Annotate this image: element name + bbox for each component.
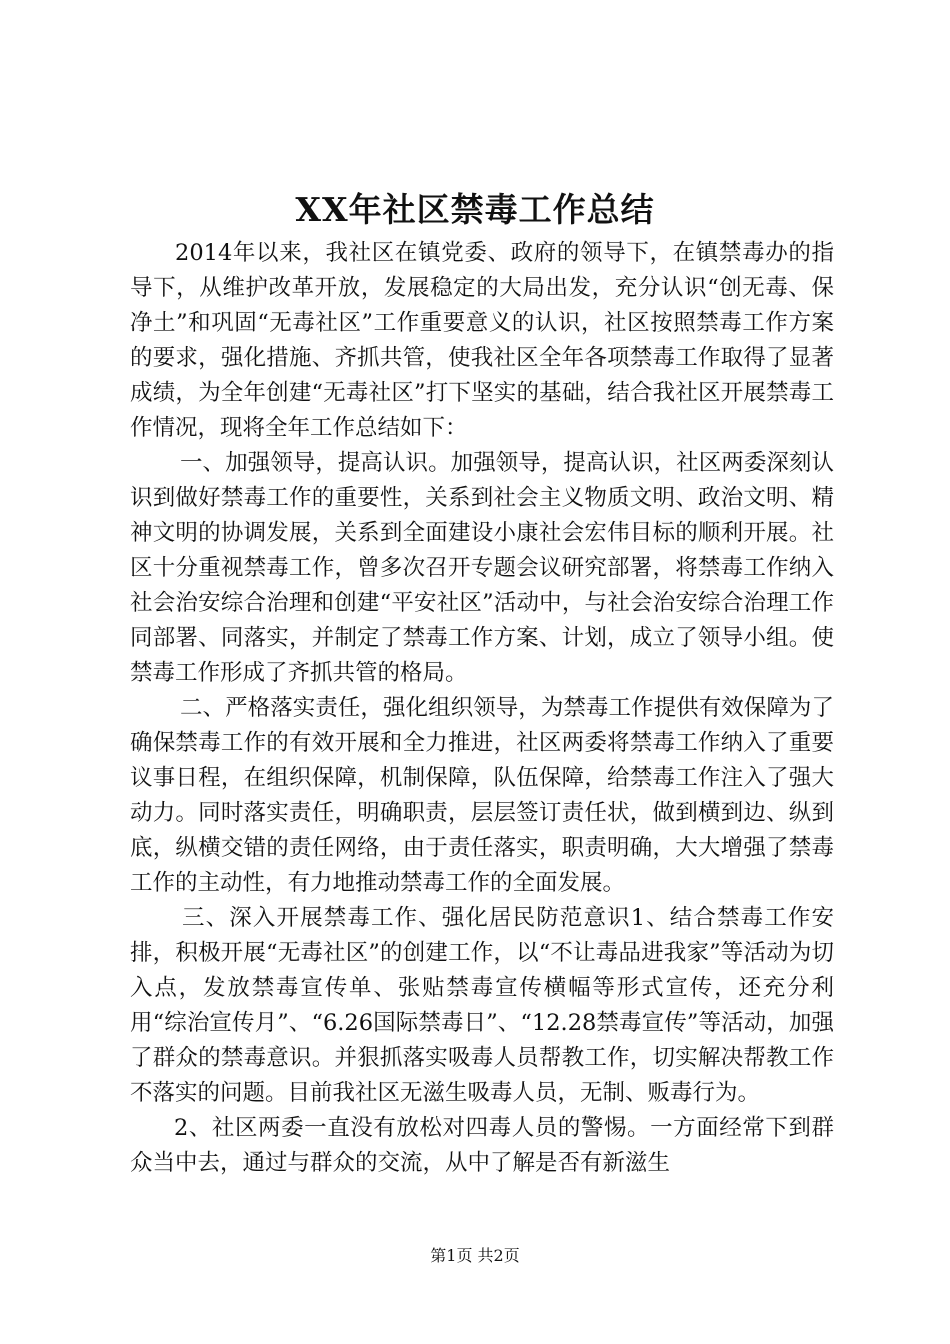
paragraph-section-1: 一、加强领导，提高认识。加强领导，提高认识，社区两委深刻认识到做好禁毒工作的重要性，关系到社会主义物质文明、政治文明、精神文明的协调发展，关系到全面建设小康社会宏伟目标的顺利开展。社区十分重视禁毒工作，曾多次召开专题会议研究部署，将禁毒工作纳入社会治安综合治理和创建“平安社区”活动中，与社会治安综合治理工作同部署、同落实，并制定了禁毒工作方案、计划，成立了领导小组。使禁毒工作形成了齐抓共管的格局。: [130, 450, 834, 686]
page-footer: 第1页 共2页: [430, 1246, 520, 1265]
document-title: XX年社区禁毒工作总结: [295, 190, 655, 229]
paragraph-section-3-item-2: 2、社区两委一直没有放松对四毒人员的警惕。一方面经常下到群众当中去，通过与群众的交流，从中了解是否有新滋生: [130, 1115, 834, 1176]
document-body: [130, 236, 834, 1181]
paragraph-section-2: 二、严格落实责任，强化组织领导，为禁毒工作提供有效保障为了确保禁毒工作的有效开展和全力推进，社区两委将禁毒工作纳入了重要议事日程，在组织保障，机制保障，队伍保障，给禁毒工作注入了强大动力。同时落实责任，明确职责，层层签订责任状，做到横到边、纵到底，纵横交错的责任网络，由于责任落实，职责明确，大大增强了禁毒工作的主动性，有力地推动禁毒工作的全面发展。: [130, 695, 834, 896]
paragraph-intro: 2014年以来，我社区在镇党委、政府的领导下，在镇禁毒办的指导下，从维护改革开放，发展稳定的大局出发，充分认识“创无毒、保净土”和巩固“无毒社区”工作重要意义的认识，社区按照禁毒工作方案的要求，强化措施、齐抓共管，使我社区全年各项禁毒工作取得了显著成绩，为全年创建“无毒社区”打下坚实的基础，结合我社区开展禁毒工作情况，现将全年工作总结如下：: [130, 240, 834, 441]
paragraph-section-3: 三、深入开展禁毒工作、强化居民防范意识1、结合禁毒工作安排，积极开展“无毒社区”的创建工作，以“不让毒品进我家”等活动为切入点，发放禁毒宣传单、张贴禁毒宣传横幅等形式宣传，还充分利用“综治宣传月”、“6.26国际禁毒日”、“12.28禁毒宣传”等活动，加强了群众的禁毒意识。并狠抓落实吸毒人员帮教工作，切实解决帮教工作不落实的问题。目前我社区无滋生吸毒人员，无制、贩毒行为。: [130, 905, 834, 1106]
